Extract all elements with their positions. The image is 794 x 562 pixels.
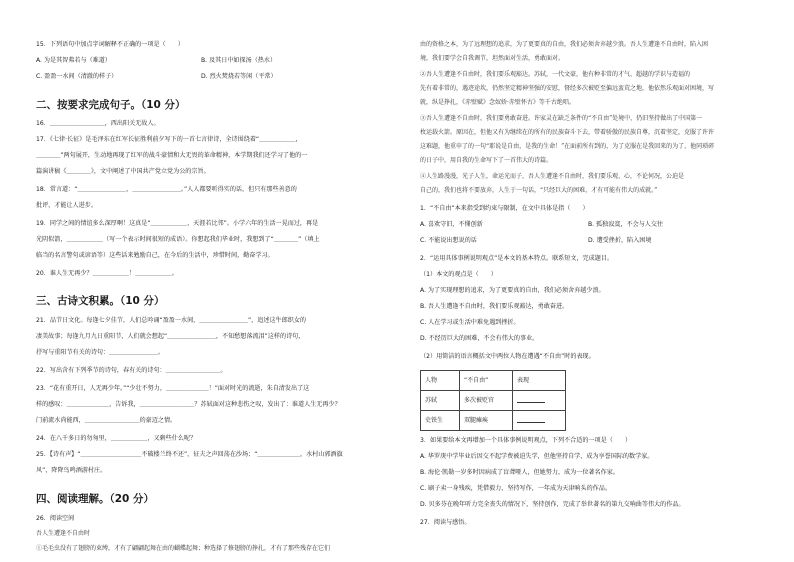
question-15: 15．下列语句中加点字词解释不正确的一项是（ ） — [36, 41, 184, 48]
answer-blank — [517, 396, 545, 403]
table-header-cell: 表现 — [513, 371, 566, 391]
q15-option-b: B. 及其日中如探汤（热水） — [201, 57, 277, 64]
question-23-line-3: 门前流水尚能西，＿＿＿＿＿＿＿＿＿的豪迈之情。 — [36, 417, 177, 424]
passage-paragraph-1-start: ①毛毛虫没有了翅膀的束缚，才有了翩翩起舞在由的蝴蝶起舞；种选择了修翅膀的挣扎，才有了那些残存在它们 — [36, 545, 331, 552]
passage-paragraph-3-line-4: 的日子中，用自我的生命写下了一首伟大的诗篇。 — [420, 157, 553, 164]
question-25-line-2: 风”，降降鸟鸣酒游村庄。 — [36, 467, 107, 474]
table-cell: 双腿瘫痪 — [460, 411, 513, 431]
q2-1-option-d: D. 不经历巨大的困难，不会有伟大的事业。 — [420, 335, 539, 342]
table-cell: 多次被贬官 — [460, 391, 513, 411]
question-23-line-2: 样的感叹：＿＿＿＿＿＿＿，告诉我，＿＿＿＿＿＿＿＿＿？苏轼面对这种悲伤之叹，发出了：谁道人生无再少？ — [36, 401, 341, 408]
table-row — [421, 391, 566, 411]
table-cell: 史铁生 — [421, 411, 460, 431]
passage-paragraph-3-line-2: 枚运载火箭。原因在，但他又有为继续在的所有的民族奋斗下去，带着骄傲的民族自尊，沉着坚定，克服了许许 — [420, 129, 715, 136]
question-16: 16．＿＿＿＿＿＿＿＿＿，西出阳关无故人。 — [36, 120, 160, 127]
table-header-row — [421, 371, 566, 391]
passage-paragraph-2-line-1: ②吾人生遭逢不自由时，我们要乐观豁达。苏轼，一代文豪，他有种非常的才气、超越的学识与造福的 — [420, 71, 691, 78]
answer-blank-cell[interactable] — [513, 391, 566, 411]
question-2-part-1: （1）本文的观点是（ ） — [420, 271, 498, 278]
question-21-line-2: 凄美故事；每逢九月九日重阳节，人们就会想起“＿＿＿＿＿＿＿＿，不知愁想落流泪”这样的诗句， — [36, 333, 305, 340]
question-23-line-1: 23．“花有重开日，人无再少年。”“少壮不努力，＿＿＿＿＿＿＿！”面对时光的流逝，朱自清发出了这 — [36, 385, 310, 392]
question-22: 22．写出含有下列季节的诗句，春有关的诗句：＿＿＿＿＿＿＿＿＿。 — [36, 367, 227, 374]
passage-line-1: 由的资格之本，为了远理想的追求，为了更要真的自由，我们必须舍弃越少浪。吾人生遭逢不自由时，陷入困 — [420, 41, 709, 48]
question-17-line-2: ＿＿＿＿”两句展开，生动地再现了红军的战斗豪情和大无畏的革命精神，本学期我们还学习了他的一 — [36, 152, 308, 159]
q2-1-option-a: A. 为了实现理想的追求，为了更要真的自由，我们必须舍弃越少浪。 — [420, 287, 605, 294]
question-1: 1．“不自由”本来指受到约束与限制，在文中具体是指（ ） — [420, 205, 589, 212]
q1-option-a: A. 喜欢守旧，不懂创新 — [420, 221, 483, 228]
q15-option-c: C. 盈盈一水间（清澈的样子） — [36, 73, 118, 80]
q3-option-a: A. 华罗庚中学毕业后因交不起学费被迫失学，但他坚持自学，成为享誉国际的数学家。 — [420, 453, 654, 460]
answer-blank-cell[interactable] — [513, 411, 566, 431]
q1-option-c: C. 不能说出想说的话 — [420, 237, 477, 244]
question-18-line-1: 18．常言道：“＿＿＿＿＿＿＿＿，＿＿＿＿＿＿＿＿。”人人都要听得实的话，但只有那些善意的 — [36, 186, 297, 193]
question-26: 26．阅读空间 — [36, 515, 75, 522]
table-header-cell: 人物 — [421, 371, 460, 391]
q1-option-b: B. 孤独寂寞，不会与人交往 — [588, 221, 664, 228]
section-4-heading: 四、阅读理解。（20 分） — [36, 493, 155, 505]
question-2: 2．“运用具体事例说明观点”是本文的基本特点。联系短文，完成题目。 — [420, 255, 614, 262]
q3-option-c: C. 刷子卖一身残疾，凭借毅力，坚持写作，一年成为天津响头的作品。 — [420, 485, 611, 492]
q1-option-d: D. 遭受挫折，陷入困境 — [588, 237, 652, 244]
table-row — [421, 411, 566, 431]
question-27: 27．阅读与感悟。 — [420, 519, 471, 526]
question-21-line-3: 抒写与重阳节有关的诗句：＿＿＿＿＿＿＿＿。 — [36, 349, 164, 356]
question-21-line-1: 21．品节日文化。每逢七夕佳节，人们总吟诵“盈盈一水间，＿＿＿＿＿＿＿＿”，追述这牛郎织女的 — [36, 317, 307, 324]
answer-table — [420, 370, 566, 431]
question-24: 24．在八千多日的勿匆里，＿＿＿＿＿＿，又剩些什么呢？ — [36, 435, 197, 442]
question-19-line-2: 光阴似箭，＿＿＿＿＿＿（写一个表示时间很短的成语）。你想起我们毕业时，我想到了“＿＿＿＿”（填上 — [36, 236, 320, 243]
q15-option-a: A. 为是其智弗若与（难道） — [36, 57, 111, 64]
question-25-line-1: 25．【诗有声】“＿＿＿＿＿＿＿＿＿＿不破楼兰终不还”，征夫之声回荡在沙场；“＿＿＿＿＿＿＿，水村山郭酒旗 — [36, 451, 343, 458]
question-17-line-3: 篇演讲稿《＿＿＿＿》，文中阐述了中国共产党立党为公的宗旨。 — [36, 168, 210, 175]
question-3: 3．如果要给本文再增加一个具体事例说明观点，下列不合适的一项是（ ） — [420, 437, 632, 444]
section-3-heading: 三、古诗文积累。（10 分） — [36, 295, 165, 307]
passage-title: 吾人生遭逢不自由时 — [36, 530, 91, 537]
question-17-line-1: 17．《七律·长征》是毛泽东在红军长征胜利前夕写下的一首七言律诗，全诗围绕着“＿＿＿＿＿＿， — [36, 136, 302, 143]
section-2-heading: 二、按要求完成句子。（10 分） — [36, 99, 186, 111]
q15-option-d: D. 烈火焚烧若等闲（平常） — [201, 73, 277, 80]
q3-option-b: B. 海伦·凯勒一岁多时因病成了盲聋哑人，但她努力，成为一位著名作家。 — [420, 469, 619, 476]
question-20: 20．谁人生无再少？＿＿＿＿＿＿！＿＿＿＿＿＿。 — [36, 270, 178, 277]
passage-paragraph-3-line-3: 这难题，他重申了的一句“耶说是自由，是我的生命！”在面前所有到的，为了克服在是我回来的为了，他同琐碎 — [420, 143, 715, 150]
question-2-part-2: （2）用简洁的语言概括文中两位人物在遭遇“不自由”时的表现。 — [420, 353, 595, 360]
answer-blank — [517, 416, 545, 423]
passage-paragraph-4-line-1: ④人生路漫漫，光子人生，命运光而子，吾人生遭逢不自由时，我们要乐观、心，不论何况，公迫是 — [420, 173, 685, 180]
passage-paragraph-4-line-2: 自己的，我们也将不要放弃，人生于一句话，“只经巨大的困难，才有可能有伟大的成就。” — [420, 187, 658, 194]
question-18-line-2: 批评，才能让人进步。 — [36, 202, 97, 209]
q2-1-option-c: C. 人在学习或生活中难免遇到挫折。 — [420, 319, 520, 326]
passage-line-2: 境，我们要学会自我调节，坦然面对生活，勇敢面对。 — [420, 55, 565, 62]
table-header-cell: “不自由” — [460, 371, 513, 391]
question-19-line-1: 19．同学之间的情谊多么深厚啊！这真是“＿＿＿＿＿＿，天涯若比邻”。小学六年的生活一晃而过，再是 — [36, 220, 319, 227]
table-cell: 苏轼 — [421, 391, 460, 411]
q2-1-option-b: B. 吾人生遭逢不自由时，我们要乐观豁达，勇敢奋进。 — [420, 303, 569, 310]
q3-option-d: D. 贝多芬在晚年听力完全丧失的情况下，坚持创作，完成了举世著名的第九交响曲等伟大的作品。 — [420, 501, 685, 508]
passage-paragraph-2-line-2: 先有着非常的，遇迹途坎，仍然坚定精神坚强的安慰，督经多次被贬至偏远蛮荒之地，他依然乐观面对困境，写 — [420, 85, 715, 92]
passage-paragraph-3-line-1: ③吾人生遭逢不自由时，我们要勇敢奋进。许家灵在缺乏条件的“不自由”处境中，仍旧坚持做出了中国第一 — [420, 115, 703, 122]
question-19-line-3: 临当的名言警句或谚语等）这些话来勉励自己，在今后的生活中，珍惜时间，勤奋学习。 — [36, 252, 274, 259]
passage-paragraph-2-line-3: 就，纵是挣扎，《赤壁赋》念奴娇·赤壁怀古》等千古绝唱。 — [420, 99, 575, 106]
